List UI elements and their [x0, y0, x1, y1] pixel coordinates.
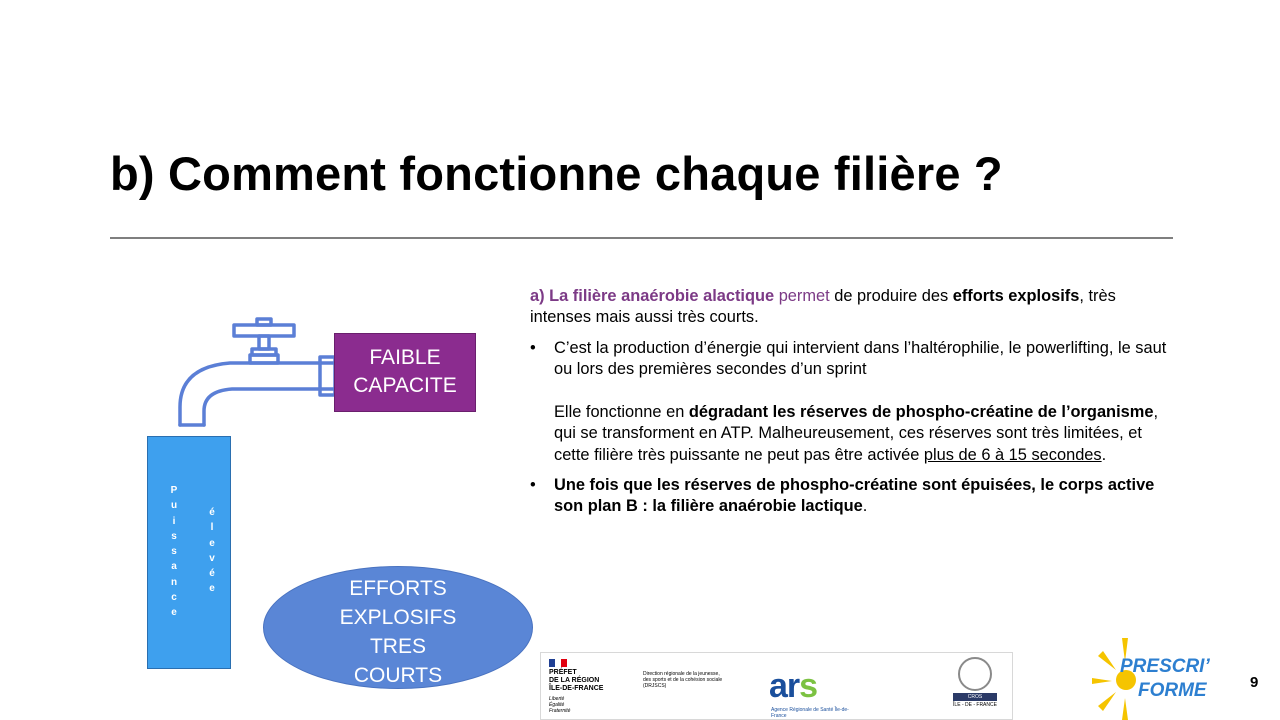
capacity-box: FAIBLE CAPACITE [334, 333, 476, 412]
vertical-letter: v [209, 552, 215, 564]
intro-paragraph: a) La filière anaérobie alactique permet de produire des efforts explosifs, très intenses mais aussi très courts. [530, 287, 1116, 327]
vertical-letter: e [209, 537, 215, 549]
french-flag-icon [549, 659, 567, 667]
cros-logo: CROS ÎLE - DE - FRANCE [953, 657, 997, 715]
efforts-ellipse [263, 566, 533, 689]
vertical-letter: s [171, 530, 177, 542]
vertical-letter: i [172, 515, 176, 527]
power-bar [147, 436, 231, 669]
vertical-letter: u [170, 500, 178, 512]
power-label-vertical [168, 483, 180, 621]
drjscs-label: Direction régionale de la jeunesse, des sports et de la cohésion sociale (DRJSCS) [643, 671, 723, 689]
olympic-rings-icon [958, 657, 992, 691]
title-divider [110, 237, 1173, 239]
partner-logos [540, 652, 1013, 720]
vertical-letter: s [171, 546, 177, 558]
prescriforme-logo: PRESCRI’ FORME [1092, 636, 1242, 720]
slide-title: b) Comment fonctionne chaque filière ? [110, 147, 1003, 200]
bullet-item: • C’est la production d’énergie qui intervient dans l’haltérophilie, le powerlifting, le saut ou lors des premières secondes d’un sprint Elle fonctionne en dégradant les réserves de phospho-créatine de l’organisme, qui se transforment en ATP. Malheureusement, ces réserves sont très limitées, et cette filière très puissante ne peut pas être activée plus de 6 à 15 secondes. [530, 338, 1167, 464]
vertical-letter: é [209, 568, 215, 580]
prefet-logo: PRÉFET DE LA RÉGION ÎLE-DE-FRANCE Liberté Égalité Fraternité [549, 659, 603, 714]
sun-icon [1092, 636, 1152, 720]
vertical-letter: c [171, 592, 177, 604]
ars-logo: ars [769, 667, 818, 705]
vertical-letter: e [209, 583, 215, 595]
bullet-item: • Une fois que les réserves de phospho-créatine sont épuisées, le corps active son plan B : la filière anaérobie lactique. [530, 476, 1155, 516]
filiere-heading: a) La filière anaérobie alactique [530, 287, 775, 305]
vertical-letter: l [210, 522, 214, 534]
page-number: 9 [1250, 674, 1259, 691]
efforts-label: EFFORTS EXPLOSIFS TRES COURTS [339, 577, 457, 687]
elevee-label-vertical [206, 505, 218, 597]
faucet-icon [170, 315, 340, 430]
vertical-letter: e [171, 607, 177, 619]
vertical-letter: P [170, 485, 178, 496]
vertical-letter: a [171, 561, 177, 573]
vertical-letter: é [209, 507, 215, 518]
ars-subtitle: Agence Régionale de Santé Île-de-France [771, 707, 849, 719]
main-text [530, 286, 1180, 518]
vertical-letter: n [170, 576, 178, 588]
